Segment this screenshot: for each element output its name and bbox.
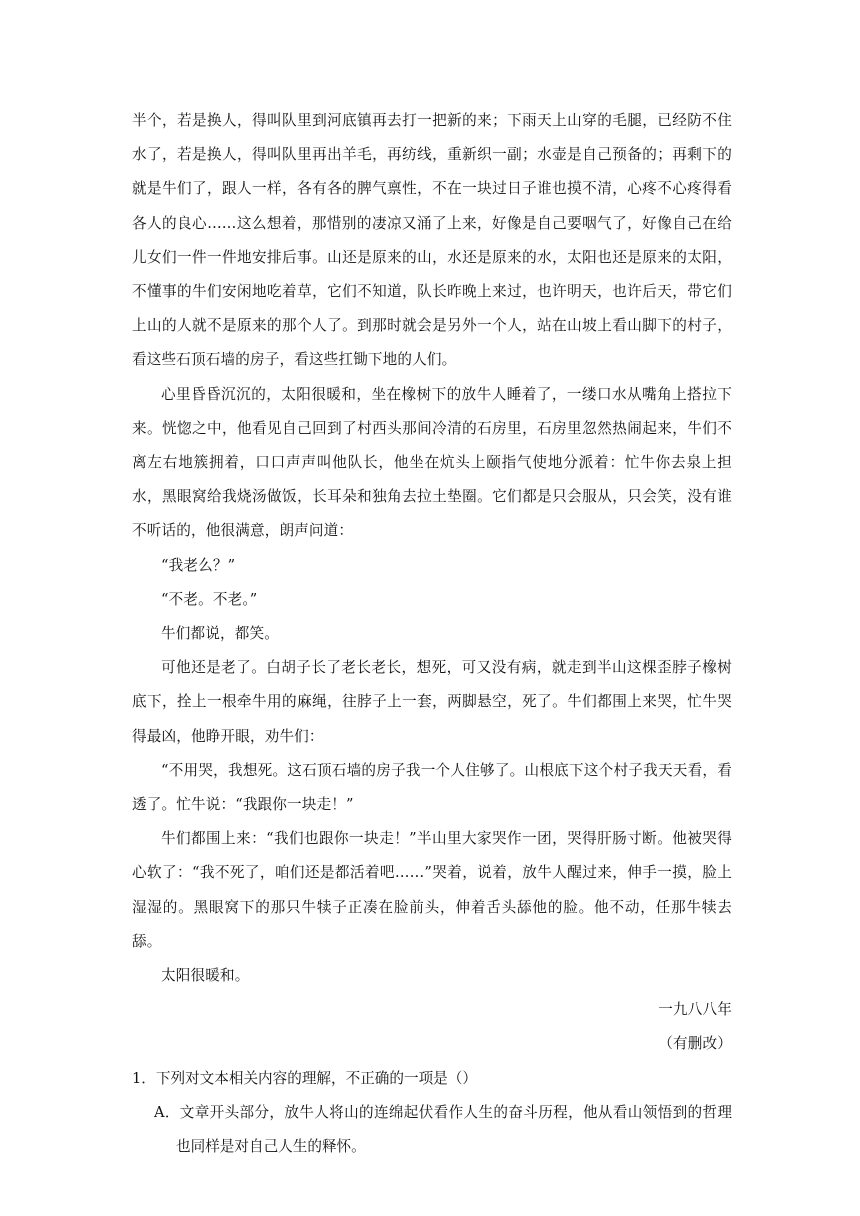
paragraph-1: 半个，若是换人，得叫队里到河底镇再去打一把新的来；下雨天上山穿的毛腿，已经防不住水了，若是换人，得叫队里再出羊毛，再纺线，重新织一副；水壶是自己预备的；再剩下的就是牛们了，跟人一样，各有各的脾气禀性，不在一块过日子谁也摸不清，心疼不心疼得看各人的良心……这么想着，那惜别的凄凉又涌了上来，好像是自己要咽气了，好像自己在给儿女们一件一件地安排后事。山还是原来的山，水还是原来的水，太阳也还是原来的太阳，不懂事的牛们安闲地吃着草，它们不知道，队长昨晚上来过，也许明天，也许后天，带它们上山的人就不是原来的那个人了。到那时就会是另外一个人，站在山坡上看山脚下的村子，看这些石顶石墙的房子，看这些扛锄下地的人们。 — [132, 112, 732, 369]
paragraph-7: 太阳很暖和。 — [161, 967, 250, 985]
dialogue-line-2: “不老。不老。” — [161, 590, 258, 608]
paragraph-6: 牛们都围上来：“我们也跟你一块走！”半山里大家哭作一团，哭得肝肠寸断。他被哭得心软了：“我不死了，咱们还是都活着吧……”哭着，说着，放牛人醒过来，伸手一摸，脸上湿湿的。黑眼窝下的那只牛犊子正凑在脸前头，伸着舌头舔他的脸。他不动，任那牛犊去舔。 — [132, 830, 732, 950]
dialogue-line-1: “我老么？” — [161, 556, 236, 574]
paragraph-4: 可他还是老了。白胡子长了老长老长，想死，可又没有病，就走到半山这棵歪脖子橡树底下，拴上一根牵牛用的麻绳，往脖子上一套，两脚悬空，死了。牛们都围上来哭，忙牛哭得最凶，他睁开眼，劝牛们： — [132, 659, 732, 745]
date-line: 一九八八年 — [658, 1001, 732, 1019]
document-page — [132, 104, 732, 1164]
question-1: 1．下列对文本相关内容的理解，不正确的一项是（） — [132, 1069, 477, 1087]
option-a: A．文章开头部分，放牛人将山的连绵起伏看作人生的奋斗历程，他从看山领悟到的哲理也同样是对自己人生的释怀。 — [154, 1103, 732, 1156]
paragraph-3: 牛们都说，都笑。 — [161, 625, 279, 643]
note-line: （有删改） — [658, 1035, 732, 1053]
paragraph-2: 心里昏昏沉沉的，太阳很暖和，坐在橡树下的放牛人睡着了，一缕口水从嘴角上搭拉下来。恍惚之中，他看见自己回到了村西头那间冷清的石房里，石房里忽然热闹起来，牛们不离左右地簇拥着，口口声声叫他队长，他坐在炕头上颐指气使地分派着：忙牛你去泉上担水，黑眼窝给我烧汤做饭，长耳朵和独角去拉土垫圈。它们都是只会服从，只会笑，没有谁不听话的，他很满意，朗声问道： — [132, 385, 732, 540]
paragraph-5: “不用哭，我想死。这石顶石墙的房子我一个人住够了。山根底下这个村子我天天看，看透了。忙牛说：“我跟你一块走！” — [132, 761, 732, 814]
